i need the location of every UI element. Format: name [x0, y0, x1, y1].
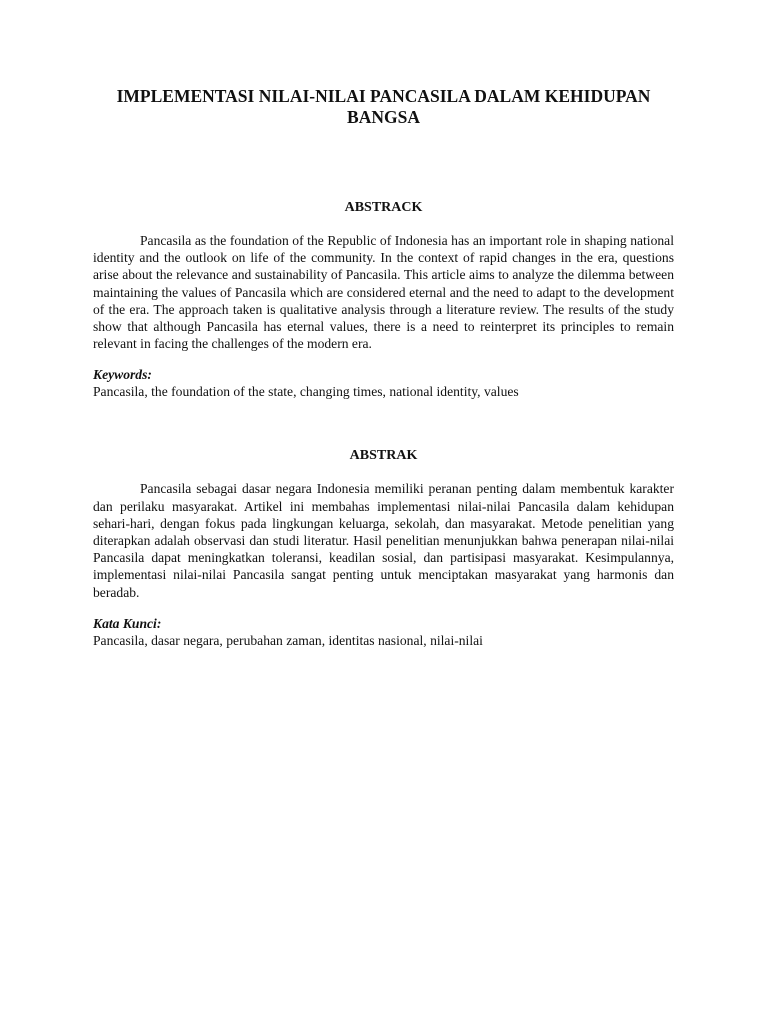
abstract-en-heading: ABSTRACK — [344, 200, 423, 215]
keywords-en-text: Pancasila, the foundation of the state, changing times, national identity, values — [93, 384, 519, 400]
document-title: IMPLEMENTASI NILAI-NILAI PANCASILA DALAM KEHIDUPAN BANGSA — [116, 86, 651, 127]
keywords-en-label: Keywords: — [93, 367, 152, 383]
keywords-id-label: Kata Kunci: — [93, 615, 162, 631]
abstract-en-body: Pancasila as the foundation of the Republic of Indonesia has an important role in shaping national identity and the outlook on life of the community. In the context of rapid changes in the era, questions arise about the relevance and sustainability of Pancasila. This article aims to analyze the dilemma between maintaining the values of Pancasila which are considered eternal and the need to adapt to the development of the era. The approach taken is qualitative analysis through a literature review. The results of the study show that although Pancasila has eternal values, there is a need to reinterpret its principles to remain relevant in facing the challenges of the modern era. — [93, 233, 674, 352]
document-page — [93, 86, 674, 649]
keywords-id-text: Pancasila, dasar negara, perubahan zaman, identitas nasional, nilai-nilai — [93, 632, 483, 648]
abstract-id-body: Pancasila sebagai dasar negara Indonesia memiliki peranan penting dalam membentuk karakter dan perilaku masyarakat. Artikel ini membahas implementasi nilai-nilai Pancasila dalam kehidupan sehari-hari, dengan fokus pada lingkungan keluarga, sekolah, dan masyarakat. Metode penelitian yang diterapkan adalah observasi dan studi literatur. Hasil penelitian menunjukkan bahwa penerapan nilai-nilai Pancasila dapat meningkatkan toleransi, keadilan sosial, dan partisipasi masyarakat. Kesimpulannya, implementasi nilai-nilai Pancasila sangat penting untuk menciptakan masyarakat yang harmonis dan beradab. — [93, 481, 674, 600]
abstract-id-heading: ABSTRAK — [349, 448, 418, 464]
